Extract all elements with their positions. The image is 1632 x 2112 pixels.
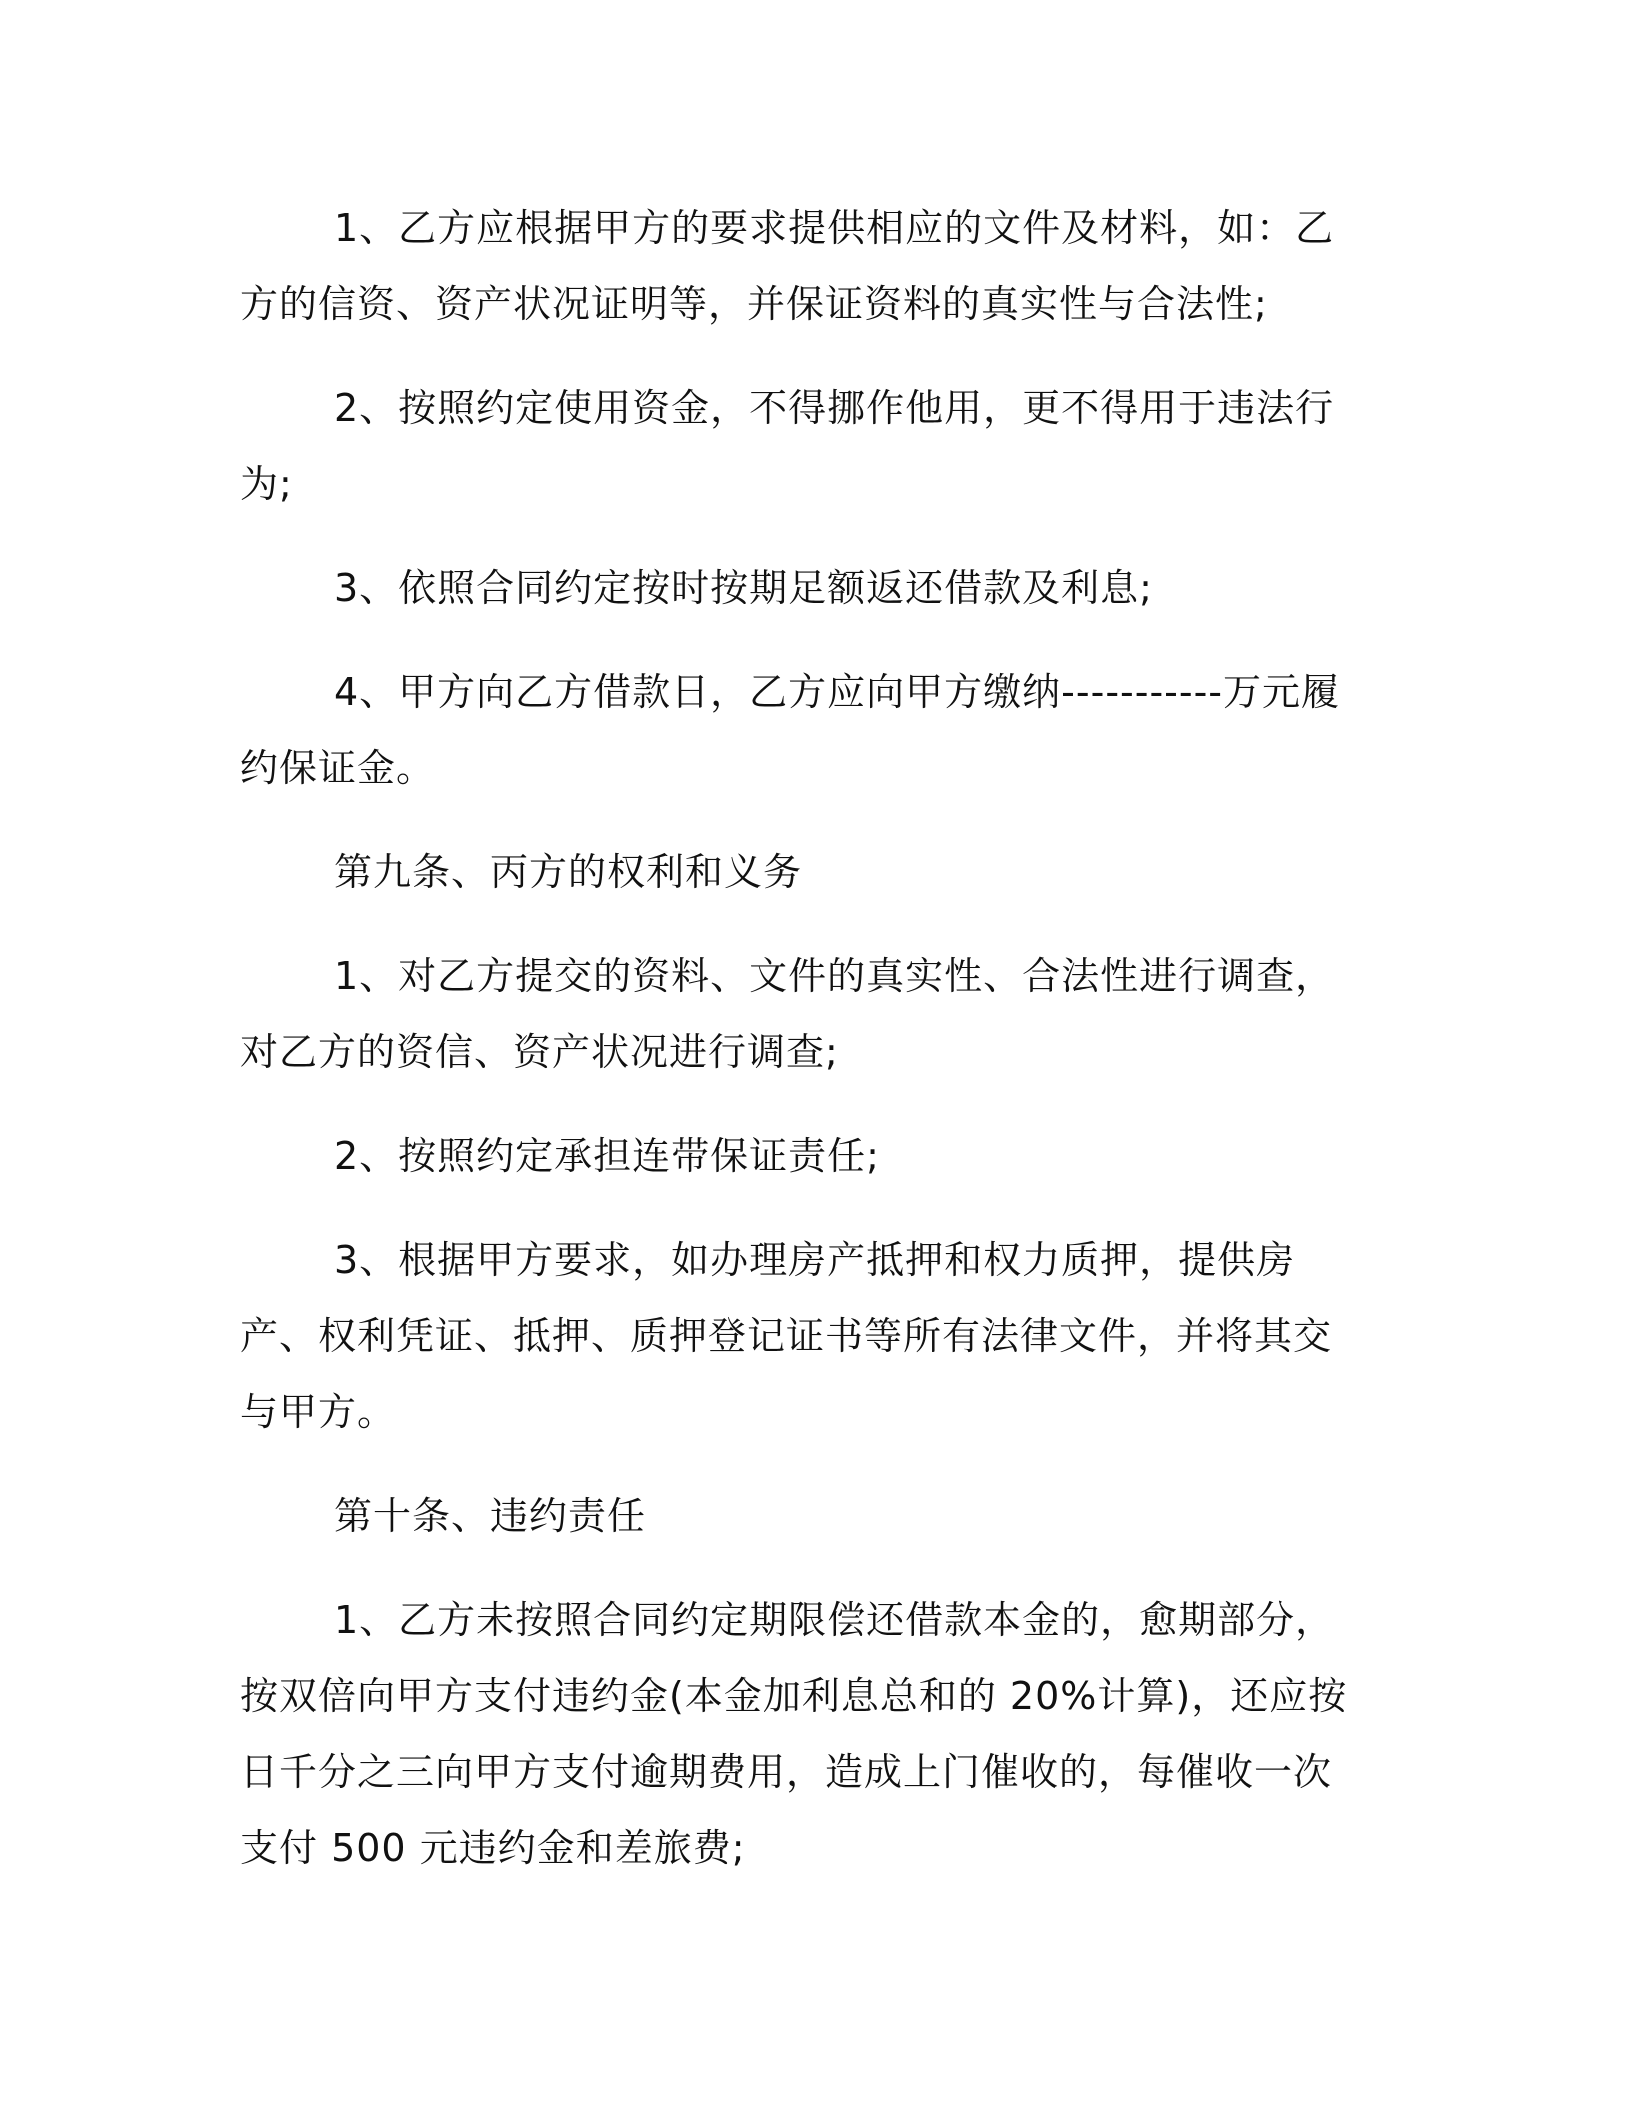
paragraph-obligation-2: 2、按照约定使用资金，不得挪作他用，更不得用于违法行为;	[240, 386, 1335, 506]
article-10-item-1: 1、乙方未按照合同约定期限偿还借款本金的，愈期部分，按双倍向甲方支付违约金(本金加利息总和的 20%计算)，还应按日千分之三向甲方支付逾期费用，造成上门催收的，每催收一次支付 500 元违约金和差旅费;	[240, 1598, 1348, 1870]
document-page	[240, 190, 1358, 1914]
article-9-item-3: 3、根据甲方要求，如办理房产抵押和权力质押，提供房产、权利凭证、抵押、质押登记证书等所有法律文件，并将其交与甲方。	[240, 1238, 1333, 1434]
paragraph-obligation-3: 3、依照合同约定按时按期足额返还借款及利息;	[334, 566, 1153, 610]
article-9-item-1: 1、对乙方提交的资料、文件的真实性、合法性进行调查，对乙方的资信、资产状况进行调查;	[240, 954, 1335, 1074]
article-9-title: 第九条、丙方的权利和义务	[334, 850, 803, 894]
paragraph-obligation-1: 1、乙方应根据甲方的要求提供相应的文件及材料，如：乙方的信资、资产状况证明等，并保证资料的真实性与合法性;	[240, 206, 1335, 326]
article-10-title: 第十条、违约责任	[334, 1494, 647, 1538]
article-9-item-2: 2、按照约定承担连带保证责任;	[334, 1134, 880, 1178]
paragraph-obligation-4: 4、甲方向乙方借款日，乙方应向甲方缴纳-----------万元履约保证金。	[240, 670, 1341, 790]
